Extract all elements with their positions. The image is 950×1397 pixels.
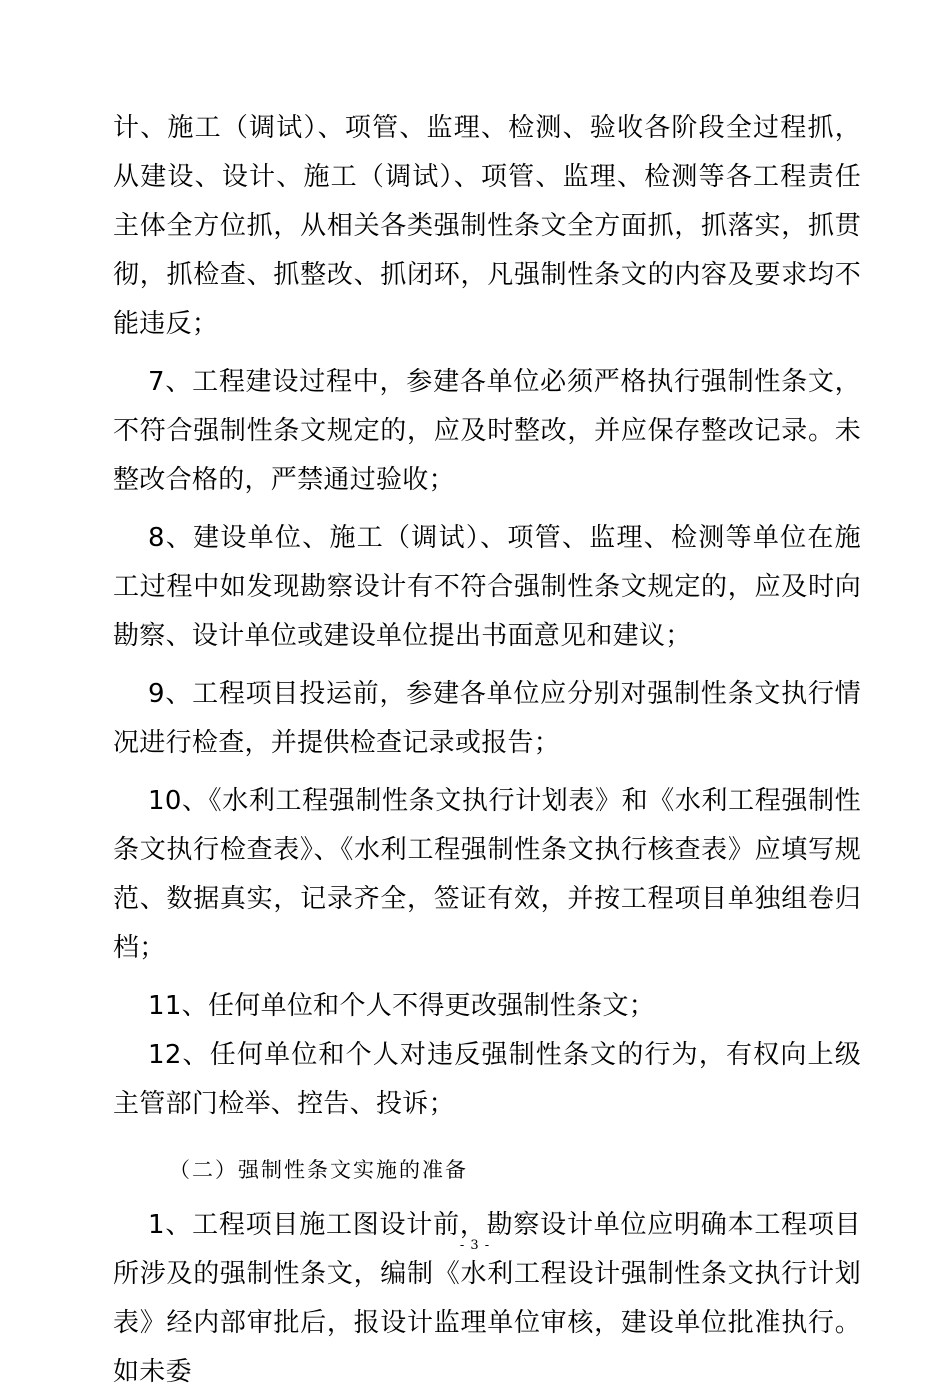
paragraph-item-10: 10、《水利工程强制性条文执行计划表》和《水利工程强制性条文执行检查表》、《水利工程强制性条文执行核查表》应填写规范、数据真实，记录齐全，签证有效，并按工程项目单独组卷归档； (113, 786, 861, 963)
paragraph-item-11: 11、任何单位和个人不得更改强制性条文； (148, 991, 656, 1021)
paragraph-continuation: 计、施工（调试）、项管、监理、检测、验收各阶段全过程抓，从建设、设计、施工（调试）、项管、监理、检测等各工程责任主体全方位抓，从相关各类强制性条文全方面抓，抓落实，抓贯彻，抓检查、抓整改、抓闭环，凡强制性条文的内容及要求均不能违反； (113, 113, 861, 339)
paragraph-item-9: 9、工程项目投运前，参建各单位应分别对强制性条文执行情况进行检查，并提供检查记录或报告； (113, 679, 861, 758)
paragraph-item-8: 8、建设单位、施工（调试）、项管、监理、检测等单位在施工过程中如发现勘察设计有不符合强制性条文规定的，应及时向勘察、设计单位或建设单位提出书面意见和建议； (113, 523, 861, 651)
document-body (113, 104, 861, 1397)
page-number: - 3 - (459, 1238, 491, 1253)
paragraph-item-12: 12、任何单位和个人对违反强制性条文的行为，有权向上级主管部门检举、控告、投诉； (113, 1040, 861, 1119)
paragraph-item-7: 7、工程建设过程中，参建各单位必须严格执行强制性条文，不符合强制性条文规定的，应及时整改，并应保存整改记录。未整改合格的，严禁通过验收； (113, 367, 861, 495)
section-heading-wrapper (113, 1146, 861, 1195)
section-paragraph-item-1: 1、工程项目施工图设计前，勘察设计单位应明确本工程项目所涉及的强制性条文，编制《水利工程设计强制性条文执行计划表》经内部审批后，报设计监理单位审核，建设单位批准执行。如未委 (113, 1210, 861, 1387)
section-heading: （二）强制性条文实施的准备 (169, 1158, 468, 1182)
